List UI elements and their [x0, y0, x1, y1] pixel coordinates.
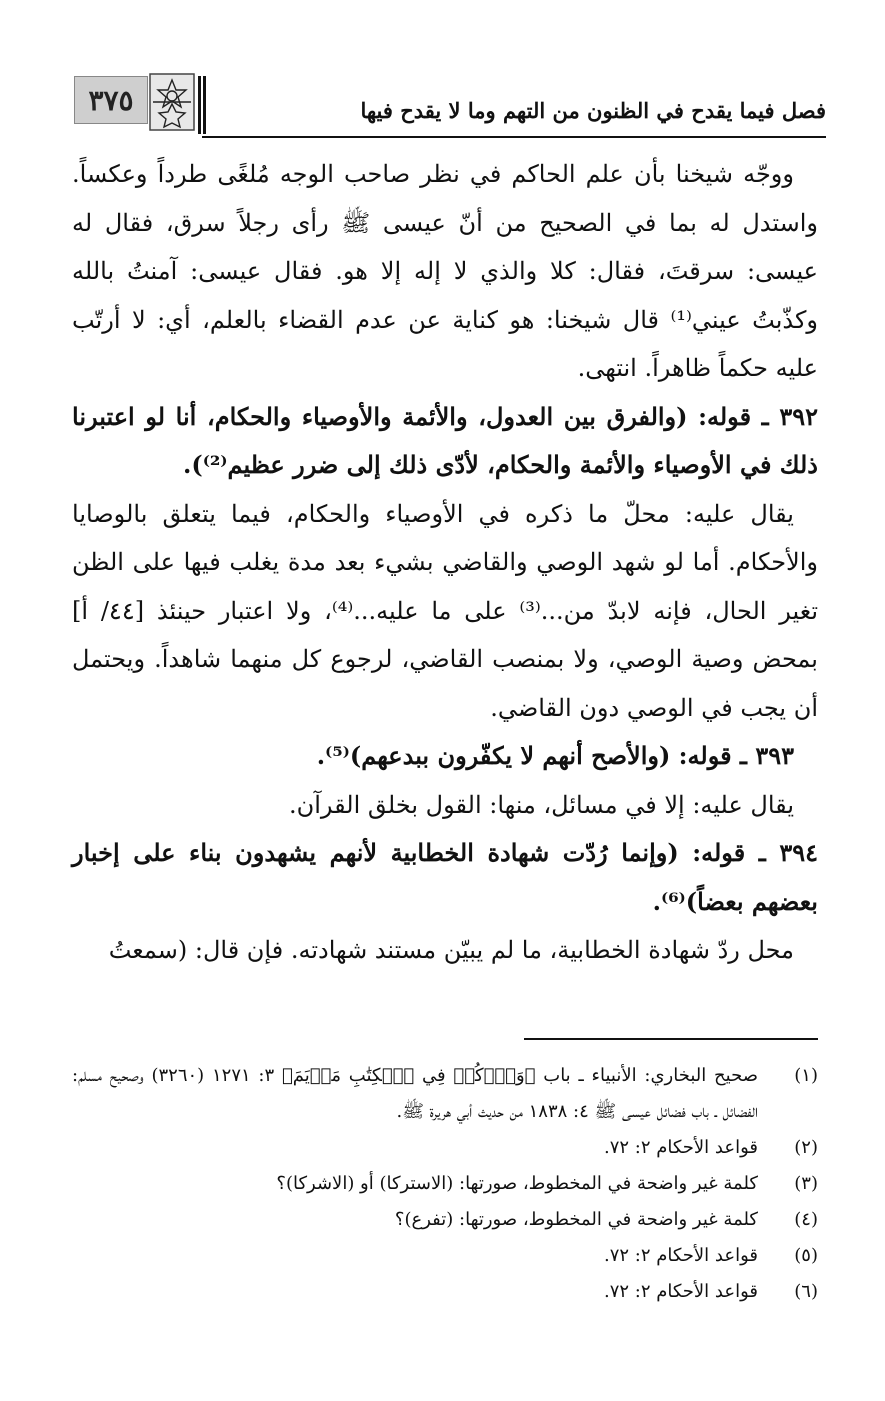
paragraph: محل ردّ شهادة الخطابية، ما لم يبيّن مستند شهادته. فإن قال: (سمعتُ [108, 936, 794, 964]
page-number: ٣٧٥ [74, 76, 148, 124]
footnote-text: كلمة غير واضحة في المخطوط، صورتها: (تفرع)؟ [394, 1209, 758, 1230]
page-header [74, 72, 826, 140]
footnote-number: (٣) [794, 1173, 818, 1194]
footnote-text: قواعد الأحكام ٢: ٧٢. [603, 1281, 758, 1302]
footnote-number: (٤) [794, 1209, 818, 1230]
running-title: فصل فيما يقدح في الظنون من التهم وما لا يقدح فيها [360, 98, 826, 123]
paragraph-heading: ٣٩٤ ـ قوله: (وإنما رُدّت شهادة الخطابية لأنهم يشهدون بناء على إخبار بعضهم بعضاً)⁽⁶⁾. [72, 838, 818, 916]
footnote-number: (٦) [794, 1281, 818, 1302]
footnote-text: قواعد الأحكام ٢: ٧٢. [603, 1245, 758, 1266]
header-rule [202, 136, 826, 138]
footnote-text: قواعد الأحكام ٢: ٧٢. [603, 1137, 758, 1158]
paragraph-heading: ٣٩٢ ـ قوله: (والفرق بين العدول، والأئمة والأوصياء والحكام، أنا لو اعتبرنا ذلك في الأوصياء والأئمة والحكام، لأدّى ذلك إلى ضرر عظيم⁽²⁾). [72, 401, 818, 479]
paragraph-heading: ٣٩٣ ـ قوله: (والأصح أنهم لا يكفّرون ببدعهم)⁽⁵⁾. [316, 741, 794, 770]
footnote-text: كلمة غير واضحة في المخطوط، صورتها: (الاستركا) أو (الاشركا)؟ [276, 1173, 758, 1194]
footnote-number: (٥) [794, 1245, 818, 1266]
ornament-icon [148, 72, 196, 132]
paragraph: يقال عليه: محلّ ما ذكره في الأوصياء والحكام، فيما يتعلق بالوصايا والأحكام. أما لو شهد الوصي والقاضي بشيء بعد مدة يغلب فيها على الظن تغير الحال، فإنه لابدّ من...⁽³⁾ على ما عليه...⁽⁴⁾، ولا اعتبار حينئذ [٤٤/ أ] بمحض وصية الوصي، ولا بمنصب القاضي، لرجوع كل منهما شاهداً. ويحتمل أن يجب في الوصي دون القاضي. [72, 499, 818, 722]
paragraph: ووجّه شيخنا بأن علم الحاكم في نظر صاحب الوجه مُلغًى طرداً وعكساً. واستدل له بما في الصحيح من أنّ عيسى ﷺ رأى رجلاً سرق، فقال له عيسى: سرقتَ، فقال: كلا والذي لا إله إلا هو. فقال عيسى: آمنتُ بالله وكذّبتُ عيني⁽¹⁾ قال شيخنا: هو كناية عن عدم القضاء بالعلم، أي: لا أرتّب عليه حكماً ظاهراً. انتهى. [72, 160, 818, 382]
footnote-text: صحيح البخاري: الأنبياء ـ باب ﴿وَٱذۡكُرۡ فِي ٱلۡكِتَٰبِ مَرۡيَمَ﴾ ٣: ١٢٧١ (٣٢٦٠) وصحيح مسلم: الفضائل ـ باب فضائل عيسى ﷺ ٤: ١٨٣٨ من حديث أبي هريرة ﷺ. [72, 1065, 758, 1122]
main-text [72, 150, 818, 975]
header-divider [203, 76, 206, 134]
footnote [72, 1166, 818, 1202]
paragraph: يقال عليه: إلا في مسائل، منها: القول بخلق القرآن. [288, 790, 794, 819]
footnote-number: (٢) [794, 1137, 818, 1158]
footnote [72, 1238, 818, 1274]
footnotes [72, 1058, 818, 1310]
header-divider [198, 76, 201, 134]
footnote [72, 1058, 818, 1130]
footnote [72, 1274, 818, 1310]
footnote [72, 1130, 818, 1166]
footnote-rule [524, 1038, 818, 1040]
footnote [72, 1202, 818, 1238]
footnote-number: (١) [794, 1065, 818, 1086]
